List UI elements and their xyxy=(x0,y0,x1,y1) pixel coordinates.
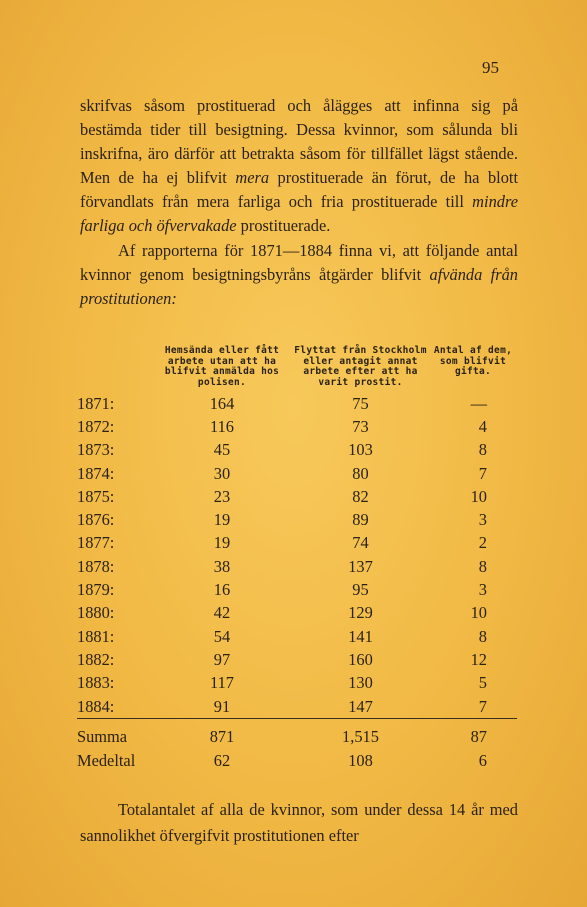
page-number: 95 xyxy=(482,58,499,77)
row-year: 1876: xyxy=(77,510,115,530)
row-sent-home: 91 xyxy=(213,696,231,716)
total-moved: 108 xyxy=(348,751,373,771)
row-sent-home: 30 xyxy=(213,463,231,483)
table-row xyxy=(77,508,517,531)
table-row xyxy=(77,602,517,625)
paragraph-1-italic-b: mindre farliga och öfvervakade xyxy=(80,192,518,236)
row-married: 7 xyxy=(478,463,487,483)
average-row xyxy=(77,749,517,773)
row-married: 8 xyxy=(478,626,487,646)
row-year: 1879: xyxy=(77,580,115,600)
paragraph-1 xyxy=(80,94,518,239)
row-sent-home: 97 xyxy=(213,649,231,669)
row-moved: 160 xyxy=(348,649,373,669)
row-moved: 147 xyxy=(348,696,373,716)
row-sent-home: 117 xyxy=(210,673,234,693)
row-year: 1871: xyxy=(77,393,115,413)
row-sent-home: 116 xyxy=(210,416,234,436)
total-sent-home: 62 xyxy=(213,751,231,771)
row-moved: 73 xyxy=(352,416,369,436)
row-moved: 82 xyxy=(352,486,369,506)
paragraph-2 xyxy=(80,239,518,311)
row-year: 1873: xyxy=(77,440,115,460)
table-footer xyxy=(77,719,517,774)
row-sent-home: 19 xyxy=(213,533,231,553)
header-moved: Flyttat från Stockholm eller antagit annat arbete efter att ha varit prostit. xyxy=(294,345,427,388)
row-year: 1872: xyxy=(77,416,115,436)
row-moved: 141 xyxy=(348,626,373,646)
total-moved: 1,515 xyxy=(292,719,429,750)
header-sent-home: Hemsända eller fått arbete utan att ha blifvit anmälda hos polisen. xyxy=(164,345,280,388)
paragraph-1-text-c: prostituerade. xyxy=(236,216,331,236)
total-sent-home: 871 xyxy=(152,719,292,750)
table-row xyxy=(77,415,517,438)
row-sent-home: 16 xyxy=(213,580,231,600)
row-married: 3 xyxy=(478,580,487,600)
statistics-table xyxy=(77,344,517,773)
table-body xyxy=(77,392,517,719)
row-sent-home: 19 xyxy=(213,510,231,530)
row-year: 1877: xyxy=(77,533,115,553)
table-row xyxy=(77,555,517,578)
row-year: 1884: xyxy=(77,696,115,716)
row-married: 5 xyxy=(478,673,487,693)
table-row xyxy=(77,439,517,462)
footer-text xyxy=(80,797,518,849)
total-married: 6 xyxy=(478,751,487,771)
paragraph-3: Totalantalet af alla de kvinnor, som under dessa 14 år med sannolikhet öfvergifvit prostitutionen efter xyxy=(80,800,518,845)
row-married: 8 xyxy=(478,440,487,460)
paragraph-1-italic-a: mera xyxy=(235,168,270,188)
row-year: 1882: xyxy=(77,649,115,669)
table-row xyxy=(77,578,517,601)
header-year xyxy=(77,344,152,392)
table-row xyxy=(77,695,517,719)
row-married: 4 xyxy=(478,416,487,436)
header-married: Antal af dem, som blifvit gifta. xyxy=(433,345,513,377)
row-married: — xyxy=(470,393,487,413)
table-header-row xyxy=(77,344,517,392)
row-moved: 74 xyxy=(352,533,369,553)
row-sent-home: 54 xyxy=(213,626,231,646)
row-year: 1883: xyxy=(77,673,115,693)
row-year: 1874: xyxy=(77,463,115,483)
total-married: 87 xyxy=(429,719,517,750)
row-sent-home: 164 xyxy=(209,393,235,413)
row-moved: 89 xyxy=(352,510,369,530)
row-year: 1881: xyxy=(77,626,115,646)
row-married: 8 xyxy=(478,556,487,576)
table-row xyxy=(77,672,517,695)
row-moved: 130 xyxy=(348,673,373,693)
paragraph-1-text-b: prostituerade än förut, de ha blott förvandlats från mera farliga och fria prostituerade till xyxy=(80,168,518,212)
row-married: 7 xyxy=(478,696,487,716)
table-row xyxy=(77,532,517,555)
row-sent-home: 45 xyxy=(213,440,231,460)
row-moved: 75 xyxy=(352,393,369,413)
table-row xyxy=(77,392,517,415)
table-row xyxy=(77,485,517,508)
total-label: Summa xyxy=(77,719,152,750)
table-row xyxy=(77,625,517,648)
row-sent-home: 23 xyxy=(213,486,231,506)
sum-row xyxy=(77,719,517,750)
row-married: 10 xyxy=(470,486,487,506)
row-married: 12 xyxy=(470,649,487,669)
row-married: 3 xyxy=(478,510,487,530)
row-year: 1880: xyxy=(77,603,115,623)
row-sent-home: 42 xyxy=(213,603,231,623)
row-moved: 95 xyxy=(352,580,369,600)
row-married: 10 xyxy=(470,603,487,623)
paragraph-1-text-a: skrifvas såsom prostituerad och ålägges att infinna sig på bestämda tider till besigtning. Dessa kvinnor, som sålunda bli inskrifna, äro därför att betrakta såsom för tillfället lägst stående. Men de ha ej blifvit xyxy=(80,96,518,188)
row-moved: 137 xyxy=(348,556,373,576)
row-moved: 80 xyxy=(352,463,369,483)
row-moved: 129 xyxy=(348,603,373,623)
table-row xyxy=(77,462,517,485)
total-label: Medeltal xyxy=(77,751,136,771)
body-text xyxy=(80,94,518,311)
paragraph-2-italic: afvända från prostitutionen: xyxy=(80,264,518,308)
paragraph-2-text: Af rapporterna för 1871—1884 finna vi, att följande antal kvinnor genom besigtningsbyråns åtgärder blifvit xyxy=(80,240,518,284)
row-moved: 103 xyxy=(348,440,373,460)
statistics-table-wrapper xyxy=(77,344,517,773)
row-year: 1875: xyxy=(77,486,115,506)
table-row xyxy=(77,648,517,671)
row-year: 1878: xyxy=(77,556,115,576)
row-married: 2 xyxy=(478,533,487,553)
row-sent-home: 38 xyxy=(213,556,231,576)
